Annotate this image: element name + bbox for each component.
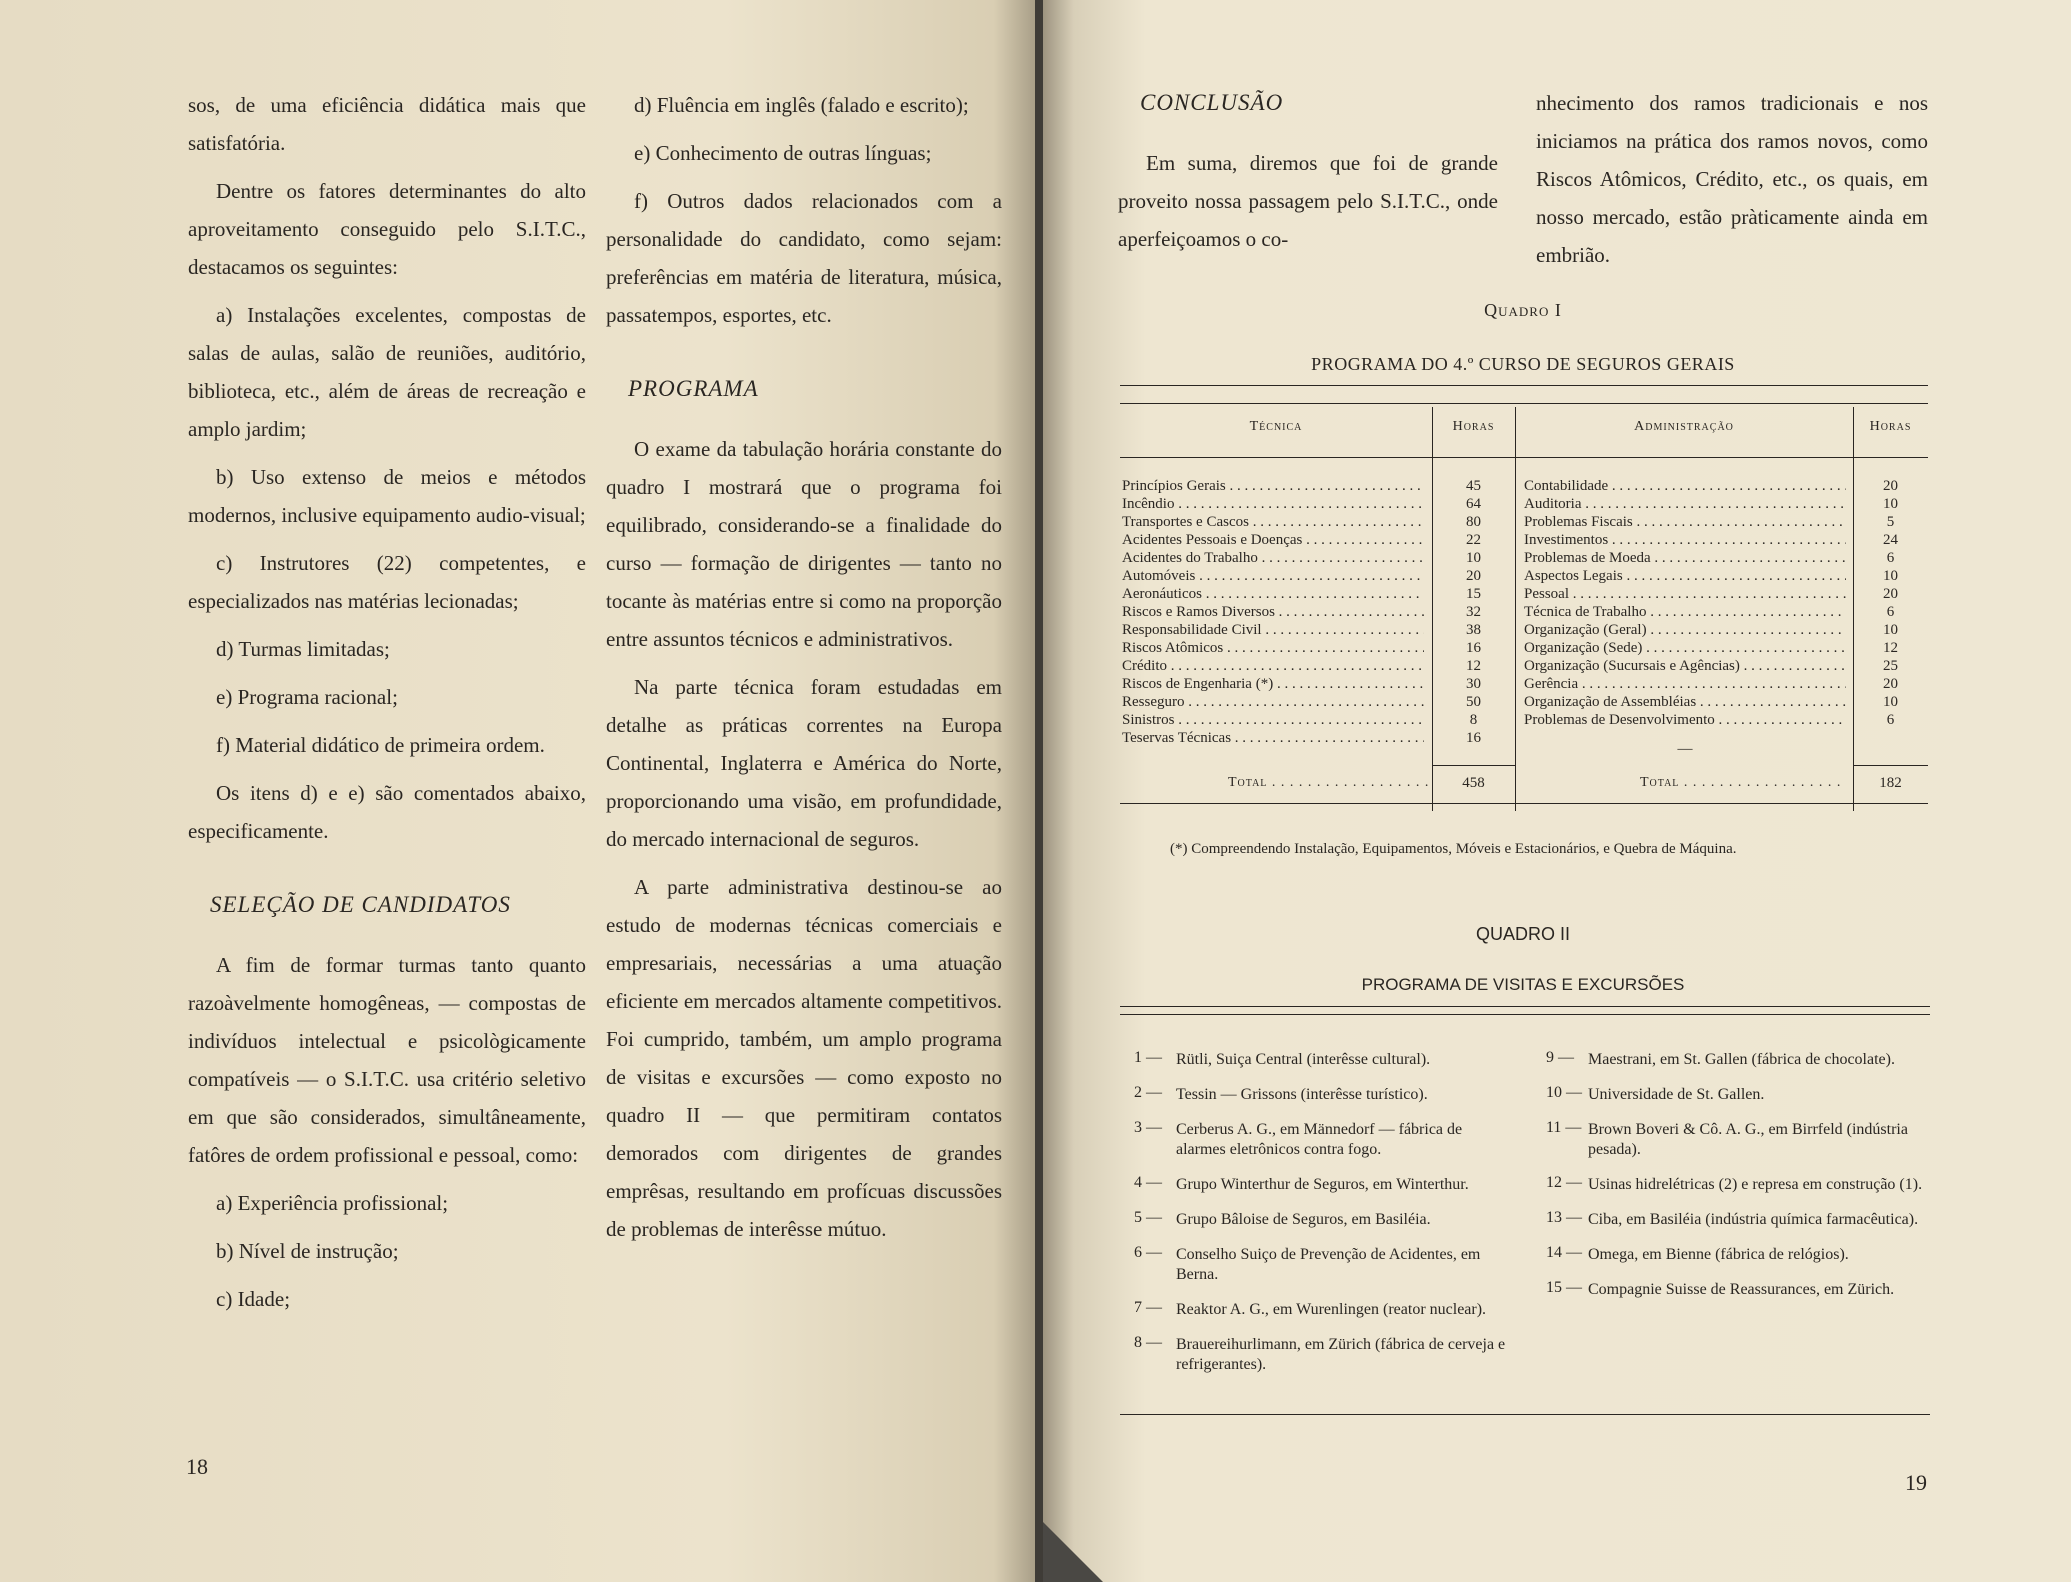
item-text: Maestrani, em St. Gallen (fábrica de chocolate). bbox=[1588, 1051, 1895, 1068]
table-cell: 12 bbox=[1883, 640, 1898, 656]
table-row: Contabilidade . . . bbox=[1524, 477, 1846, 495]
list-item bbox=[1540, 1245, 1925, 1265]
column-header: Horas bbox=[1869, 419, 1912, 434]
item-number: 7 — bbox=[1134, 1299, 1162, 1316]
list-item bbox=[1128, 1050, 1513, 1070]
list-item bbox=[1128, 1210, 1513, 1230]
item-number: 8 — bbox=[1134, 1334, 1162, 1351]
table-cell: 64 bbox=[1466, 496, 1481, 512]
quadro-2-list bbox=[1120, 1006, 1930, 1426]
table-cell: 6 bbox=[1886, 604, 1895, 620]
table-cell: 45 bbox=[1466, 478, 1481, 494]
page-number: 19 bbox=[1905, 1470, 1927, 1495]
item-number: 3 — bbox=[1134, 1119, 1162, 1136]
total-value: 458 bbox=[1462, 775, 1485, 791]
table-rule bbox=[1120, 1014, 1930, 1015]
table-row: Organização (Sede) . . . bbox=[1524, 639, 1846, 657]
table-row: Resseguro . . . bbox=[1122, 693, 1424, 711]
column-header: Administração bbox=[1634, 419, 1734, 434]
item-number: 6 — bbox=[1134, 1244, 1162, 1261]
table-row: Acidentes Pessoais e Doenças . . . bbox=[1122, 531, 1424, 549]
table-row: Problemas de Desenvolvimento . . . bbox=[1524, 711, 1846, 729]
table-cell: 10 bbox=[1883, 496, 1898, 512]
list-item bbox=[1128, 1300, 1513, 1320]
table-row: Auditoria . . . bbox=[1524, 495, 1846, 513]
administracao-list bbox=[1524, 477, 1846, 729]
table-cell: 25 bbox=[1883, 658, 1898, 674]
table-row: Pessoal . . . bbox=[1524, 585, 1846, 603]
list-item: f) Material didático de primeira ordem. bbox=[216, 733, 545, 757]
paragraph: A fim de formar turmas tanto quanto razoàvelmente homogêneas, — compostas de indivíduos intelectual e psicològicamente compatíveis — o S.I.T.C. usa critério seletivo em que são considerados, simultâneamente, fatôres de ordem profissional e pessoal, como: bbox=[188, 953, 586, 1167]
item-text: Rütli, Suiça Central (interêsse cultural). bbox=[1176, 1051, 1431, 1068]
list-item bbox=[1128, 1335, 1513, 1375]
page-number: 18 bbox=[186, 1454, 208, 1479]
table-cell: 20 bbox=[1883, 478, 1898, 494]
item-number: 13 — bbox=[1546, 1209, 1582, 1226]
table-title: PROGRAMA DO 4.º CURSO DE SEGUROS GERAIS bbox=[1311, 354, 1735, 374]
table-row: Aspectos Legais . . . bbox=[1524, 567, 1846, 585]
item-number: 11 — bbox=[1546, 1119, 1582, 1136]
book-gutter bbox=[1035, 0, 1043, 1582]
table-cell: 5 bbox=[1886, 514, 1895, 530]
table-row: Acidentes do Trabalho . . . bbox=[1122, 549, 1424, 567]
item-text: Grupo Bâloise de Seguros, em Basiléia. bbox=[1176, 1211, 1431, 1228]
item-text: Grupo Winterthur de Seguros, em Winterthur. bbox=[1176, 1176, 1469, 1193]
item-number: 2 — bbox=[1134, 1084, 1162, 1101]
table-rule bbox=[1120, 403, 1928, 404]
table-row: Sinistros . . . bbox=[1122, 711, 1424, 729]
table-cell: 30 bbox=[1466, 676, 1481, 692]
list-item bbox=[1540, 1280, 1925, 1300]
table-row: Transportes e Cascos . . . bbox=[1122, 513, 1424, 531]
table-cell: 50 bbox=[1466, 694, 1481, 710]
list-item: c) Idade; bbox=[216, 1287, 291, 1311]
item-text: Compagnie Suisse de Reassurances, em Zürich. bbox=[1588, 1281, 1895, 1298]
paragraph: O exame da tabulação horária constante do quadro I mostrará que o programa foi equilibrado, considerando-se a finalidade do curso — formação de dirigentes — tanto no tocante às matérias entre si como na proporção entre assuntos técnicos e administrativos. bbox=[606, 437, 1002, 651]
list-item bbox=[1128, 1120, 1513, 1160]
table-row: Teservas Técnicas . . . bbox=[1122, 729, 1424, 747]
item-number: 10 — bbox=[1546, 1084, 1582, 1101]
item-text: Usinas hidrelétricas (2) e represa em construção (1). bbox=[1588, 1176, 1923, 1193]
table-row: Organização (Sucursais e Agências) . . . bbox=[1524, 657, 1846, 675]
table-row: Responsabilidade Civil . . . bbox=[1122, 621, 1424, 639]
table-rule bbox=[1853, 765, 1928, 766]
item-number: 14 — bbox=[1546, 1244, 1582, 1261]
total-label: Total . . . bbox=[1228, 775, 1428, 791]
table-cell: — bbox=[1677, 741, 1693, 757]
left-column-a bbox=[188, 86, 586, 1328]
table-row: Aeronáuticos . . . bbox=[1122, 585, 1424, 603]
table-cell: 24 bbox=[1883, 532, 1898, 548]
paragraph: Dentre os fatores determinantes do alto aproveitamento conseguido pelo S.I.T.C., destacamos os seguintes: bbox=[188, 179, 586, 279]
list-item: c) Instrutores (22) competentes, e especializados nas matérias lecionadas; bbox=[188, 551, 586, 613]
conclusion-column-b bbox=[1536, 84, 1928, 274]
item-text: Brown Boveri & Cô. A. G., em Birrfeld (indústria pesada). bbox=[1588, 1121, 1908, 1158]
table-row: Crédito . . . bbox=[1122, 657, 1424, 675]
table-label: Quadro I bbox=[1484, 300, 1562, 320]
total-label: Total . . . bbox=[1640, 775, 1840, 791]
list-item: a) Instalações excelentes, compostas de salas de aulas, salão de reuniões, auditório, biblioteca, etc., além de áreas de recreação e amplo jardim; bbox=[188, 303, 586, 441]
item-number: 15 — bbox=[1546, 1279, 1582, 1296]
item-text: Brauereihurlimann, em Zürich (fábrica de cerveja e refrigerantes). bbox=[1176, 1336, 1506, 1373]
item-text: Reaktor A. G., em Wurenlingen (reator nuclear). bbox=[1176, 1301, 1487, 1318]
table-label: QUADRO II bbox=[1475, 924, 1570, 944]
item-text: Ciba, em Basiléia (indústria química farmacêutica). bbox=[1588, 1211, 1919, 1228]
tecnica-list bbox=[1122, 477, 1424, 747]
table-divider bbox=[1515, 407, 1516, 811]
list-item: a) Experiência profissional; bbox=[216, 1191, 449, 1215]
paragraph: Na parte técnica foram estudadas em detalhe as práticas correntes na Europa Continental, Inglaterra e América do Norte, proporcionando uma visão, em profundidade, do mercado internacional de seguros. bbox=[606, 675, 1002, 851]
table-cell: 8 bbox=[1469, 712, 1478, 728]
list-item: e) Conhecimento de outras línguas; bbox=[634, 141, 932, 165]
item-text: Universidade de St. Gallen. bbox=[1588, 1086, 1765, 1103]
item-text: Omega, em Bienne (fábrica de relógios). bbox=[1588, 1246, 1849, 1263]
table-row: Riscos de Engenharia (*) . . . bbox=[1122, 675, 1424, 693]
list-item bbox=[1128, 1245, 1513, 1285]
list-item: b) Nível de instrução; bbox=[216, 1239, 399, 1263]
table-row: Investimentos . . . bbox=[1524, 531, 1846, 549]
table-row: Técnica de Trabalho . . . bbox=[1524, 603, 1846, 621]
administracao-hours bbox=[1853, 477, 1928, 729]
list-item bbox=[1540, 1085, 1925, 1105]
table-footnote: (*) Compreendendo Instalação, Equipamentos, Móveis e Estacionários, e Quebra de Máquina. bbox=[1170, 841, 1737, 857]
table-row: Problemas Fiscais . . . bbox=[1524, 513, 1846, 531]
list-item: d) Turmas limitadas; bbox=[216, 637, 390, 661]
table-cell: 15 bbox=[1466, 586, 1481, 602]
list-item bbox=[1128, 1175, 1513, 1195]
table-row: Incêndio . . . bbox=[1122, 495, 1424, 513]
paragraph: sos, de uma eficiência didática mais que satisfatória. bbox=[188, 93, 586, 155]
list-item bbox=[1540, 1050, 1925, 1070]
table-cell: 80 bbox=[1466, 514, 1481, 530]
table-rule bbox=[1120, 1006, 1930, 1007]
paragraph: Em suma, diremos que foi de grande proveito nossa passagem pelo S.I.T.C., onde aperfeiçoamos o co- bbox=[1118, 151, 1498, 251]
table-row: Gerência . . . bbox=[1524, 675, 1846, 693]
table-cell: 32 bbox=[1466, 604, 1481, 620]
list-item: d) Fluência em inglês (falado e escrito); bbox=[634, 93, 969, 117]
paragraph: nhecimento dos ramos tradicionais e nos iniciamos na prática dos ramos novos, como Riscos Atômicos, Crédito, etc., os quais, em nosso mercado, estão pràticamente ainda em embrião. bbox=[1536, 91, 1928, 267]
item-number: 9 — bbox=[1546, 1049, 1574, 1066]
table-cell: 16 bbox=[1466, 730, 1481, 746]
paragraph: Os itens d) e e) são comentados abaixo, especificamente. bbox=[188, 781, 586, 843]
table-row: Automóveis . . . bbox=[1122, 567, 1424, 585]
table-cell: 10 bbox=[1883, 694, 1898, 710]
total-value: 182 bbox=[1879, 775, 1902, 791]
item-text: Conselho Suiço de Prevenção de Acidentes, em Berna. bbox=[1176, 1246, 1481, 1283]
section-heading: SELEÇÃO DE CANDIDATOS bbox=[210, 892, 511, 917]
item-text: Tessin — Grissons (interêsse turístico). bbox=[1176, 1086, 1428, 1103]
left-column-b bbox=[606, 86, 1002, 1258]
table-rule bbox=[1432, 765, 1515, 766]
item-number: 12 — bbox=[1546, 1174, 1582, 1191]
table-cell: 22 bbox=[1466, 532, 1481, 548]
section-heading: CONCLUSÃO bbox=[1140, 90, 1284, 115]
item-number: 4 — bbox=[1134, 1174, 1162, 1191]
list-item bbox=[1540, 1120, 1925, 1160]
table-cell: 20 bbox=[1883, 676, 1898, 692]
column-header: Horas bbox=[1452, 419, 1495, 434]
table-rule bbox=[1120, 1414, 1930, 1415]
conclusion-column-a bbox=[1118, 84, 1498, 258]
list-item: f) Outros dados relacionados com a personalidade do candidato, como sejam: preferências em matéria de literatura, música, passatempos, esportes, etc. bbox=[606, 189, 1002, 327]
table-cell: 20 bbox=[1883, 586, 1898, 602]
visits-column-left bbox=[1128, 1050, 1513, 1390]
table-row: Problemas de Moeda . . . bbox=[1524, 549, 1846, 567]
table-row: Riscos e Ramos Diversos . . . bbox=[1122, 603, 1424, 621]
table-cell: 16 bbox=[1466, 640, 1481, 656]
list-item bbox=[1128, 1085, 1513, 1105]
table-cell: 12 bbox=[1466, 658, 1481, 674]
visits-column-right bbox=[1540, 1050, 1925, 1315]
column-header: Técnica bbox=[1249, 419, 1303, 434]
list-item bbox=[1540, 1175, 1925, 1195]
item-number: 5 — bbox=[1134, 1209, 1162, 1226]
table-cell: 38 bbox=[1466, 622, 1481, 638]
table-rule bbox=[1120, 385, 1928, 386]
quadro-1-table bbox=[1120, 385, 1928, 815]
table-cell: 10 bbox=[1466, 550, 1481, 566]
table-title: PROGRAMA DE VISITAS E EXCURSÕES bbox=[1361, 975, 1685, 994]
item-number: 1 — bbox=[1134, 1049, 1162, 1066]
section-heading: PROGRAMA bbox=[628, 376, 759, 401]
table-cell: 6 bbox=[1886, 550, 1895, 566]
list-item: b) Uso extenso de meios e métodos modernos, inclusive equipamento audio-visual; bbox=[188, 465, 586, 527]
item-text: Cerberus A. G., em Männedorf — fábrica de alarmes eletrônicos contra fogo. bbox=[1176, 1121, 1463, 1158]
list-item: e) Programa racional; bbox=[216, 685, 398, 709]
table-row: Organização (Geral) . . . bbox=[1524, 621, 1846, 639]
table-row: Organização de Assembléias . . . bbox=[1524, 693, 1846, 711]
table-cell: 20 bbox=[1466, 568, 1481, 584]
paragraph: A parte administrativa destinou-se ao estudo de modernas técnicas comerciais e empresariais, necessárias a uma atuação eficiente em mercados altamente competitivos. Foi cumprido, também, um amplo programa de visitas e excursões — como exposto no quadro II — que permitiram contatos demorados com dirigentes de grandes emprêsas, resultando em profícuas discussões de problemas de interêsse mútuo. bbox=[606, 875, 1002, 1241]
table-cell: 10 bbox=[1883, 568, 1898, 584]
page-corner bbox=[1043, 1522, 1103, 1582]
list-item bbox=[1540, 1210, 1925, 1230]
table-row: Riscos Atômicos . . . bbox=[1122, 639, 1424, 657]
table-row: Princípios Gerais . . . bbox=[1122, 477, 1424, 495]
table-cell: 6 bbox=[1886, 712, 1895, 728]
tecnica-hours bbox=[1432, 477, 1515, 747]
table-cell: 10 bbox=[1883, 622, 1898, 638]
table-rule bbox=[1120, 803, 1928, 804]
table-rule bbox=[1120, 457, 1928, 458]
